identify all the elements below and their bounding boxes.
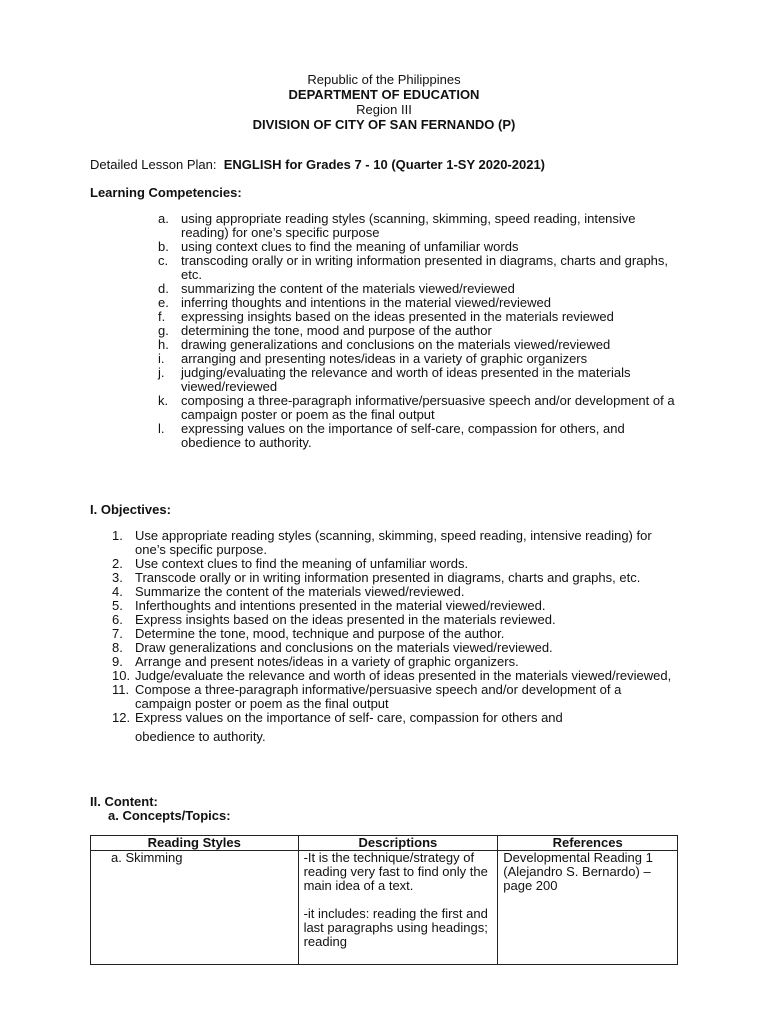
objective-marker: 10. (112, 668, 131, 683)
objective-item (112, 599, 677, 613)
competency-marker: g. (158, 323, 169, 338)
competency-item (158, 310, 678, 324)
competency-text: expressing insights based on the ideas presented in the materials reviewed (181, 309, 614, 324)
cell-reading-style: a. Skimming (91, 851, 299, 965)
objective-text: Inferthoughts and intentions presented in the material viewed/reviewed. (135, 598, 546, 613)
competency-marker: e. (158, 295, 169, 310)
competencies-list (158, 212, 678, 450)
competency-marker: l. (158, 421, 165, 436)
objective-item (112, 683, 677, 711)
table-row (91, 851, 678, 965)
lesson-plan-subject: ENGLISH for Grades 7 - 10 (Quarter 1-SY 2020-2021) (223, 157, 545, 172)
content-heading: II. Content: (90, 794, 158, 809)
objective-marker: 2. (112, 556, 123, 571)
competency-marker: k. (158, 393, 169, 408)
competency-text: drawing generalizations and conclusions on the materials viewed/reviewed (181, 337, 611, 352)
competency-text: summarizing the content of the materials viewed/reviewed (181, 281, 515, 296)
description-paragraph-2: -it includes: reading the first and last paragraphs using headings; reading (303, 906, 488, 949)
objective-text: Draw generalizations and conclusions on the materials viewed/reviewed. (135, 640, 553, 655)
objective-text: Transcode orally or in writing information presented in diagrams, charts and graphs, etc. (135, 570, 641, 585)
objective-text: Express insights based on the ideas presented in the materials reviewed. (135, 612, 556, 627)
competency-item (158, 212, 678, 240)
objective-marker: 1. (112, 528, 123, 543)
competency-marker: c. (158, 253, 169, 268)
header-reading-styles: Reading Styles (91, 836, 299, 851)
objective-item (112, 711, 677, 744)
header-republic: Republic of the Philippines (307, 72, 461, 87)
objective-marker: 12. (112, 710, 131, 725)
competency-item (158, 324, 678, 338)
competency-text: using appropriate reading styles (scanning, skimming, speed reading, intensive reading) for one’s specific purpose (181, 211, 636, 240)
objective-marker: 6. (112, 612, 123, 627)
objective-text: Arrange and present notes/ideas in a variety of graphic organizers. (135, 654, 519, 669)
objective-item (112, 613, 677, 627)
reading-styles-table (90, 835, 678, 965)
description-paragraph-1: -It is the technique/strategy of reading very fast to find only the main idea of a text. (303, 850, 488, 893)
competency-item (158, 366, 678, 394)
document-header (0, 72, 768, 132)
objective-item (112, 571, 677, 585)
objective-marker: 7. (112, 626, 123, 641)
objective-marker: 8. (112, 640, 123, 655)
objective-text: Use appropriate reading styles (scanning, skimming, speed reading, intensive reading) for one’s specific purpose. (135, 528, 652, 557)
competency-text: arranging and presenting notes/ideas in a variety of graphic organizers (181, 351, 588, 366)
objectives-list (112, 529, 677, 744)
cell-reference: Developmental Reading 1 (Alejandro S. Bernardo) – page 200 (498, 851, 678, 965)
header-division: DIVISION OF CITY OF SAN FERNANDO (P) (252, 117, 516, 132)
header-descriptions: Descriptions (298, 836, 498, 851)
header-department: DEPARTMENT OF EDUCATION (288, 87, 480, 102)
competency-text: expressing values on the importance of self-care, compassion for others, and obedience to authority. (181, 421, 625, 450)
lesson-plan-label: Detailed Lesson Plan: (90, 157, 217, 172)
competency-item (158, 352, 678, 366)
objective-marker: 4. (112, 584, 123, 599)
competency-text: using context clues to find the meaning of unfamiliar words (181, 239, 519, 254)
competency-item (158, 296, 678, 310)
objective-text: Judge/evaluate the relevance and worth of ideas presented in the materials viewed/reviewed, (135, 668, 672, 683)
objective-text: Compose a three-paragraph informative/persuasive speech and/or development of a campaign poster or poem as the final output (135, 682, 622, 711)
objective-text-continued: obedience to authority. (135, 729, 266, 744)
competency-item (158, 254, 678, 282)
objective-marker: 5. (112, 598, 123, 613)
competency-marker: b. (158, 239, 169, 254)
objective-item (112, 669, 677, 683)
header-references: References (498, 836, 678, 851)
competency-item (158, 282, 678, 296)
competency-marker: j. (158, 365, 165, 380)
cell-description (298, 851, 498, 965)
lesson-plan-title (90, 157, 545, 172)
objective-marker: 11. (112, 682, 130, 697)
objective-item (112, 529, 677, 557)
header-region: Region III (356, 102, 412, 117)
objective-text: Summarize the content of the materials viewed/reviewed. (135, 584, 465, 599)
competency-marker: h. (158, 337, 169, 352)
concepts-topics-heading: a. Concepts/Topics: (108, 808, 231, 823)
objective-marker: 9. (112, 654, 123, 669)
objective-item (112, 627, 677, 641)
competency-marker: i. (158, 351, 165, 366)
competency-text: determining the tone, mood and purpose of the author (181, 323, 492, 338)
objective-item (112, 585, 677, 599)
competency-marker: a. (158, 211, 169, 226)
objectives-heading: I. Objectives: (90, 502, 171, 517)
objective-text: Use context clues to find the meaning of unfamiliar words. (135, 556, 469, 571)
competency-text: inferring thoughts and intentions in the material viewed/reviewed (181, 295, 551, 310)
competency-text: transcoding orally or in writing information presented in diagrams, charts and graphs, etc. (181, 253, 669, 282)
objective-item (112, 655, 677, 669)
competency-item (158, 240, 678, 254)
competency-marker: f. (158, 309, 166, 324)
competency-item (158, 338, 678, 352)
objective-text: Determine the tone, mood, technique and purpose of the author. (135, 626, 505, 641)
competencies-heading: Learning Competencies: (90, 185, 242, 200)
objective-text: Express values on the importance of self- care, compassion for others and (135, 710, 563, 725)
objective-item (112, 557, 677, 571)
competency-text: composing a three-paragraph informative/persuasive speech and/or development of a campaign poster or poem as the final output (181, 393, 675, 422)
competency-item (158, 394, 678, 422)
objective-item (112, 641, 677, 655)
table-header-row (91, 836, 678, 851)
competency-marker: d. (158, 281, 169, 296)
competency-text: judging/evaluating the relevance and worth of ideas presented in the materials viewed/reviewed (181, 365, 631, 394)
competency-item (158, 422, 678, 450)
objective-marker: 3. (112, 570, 123, 585)
